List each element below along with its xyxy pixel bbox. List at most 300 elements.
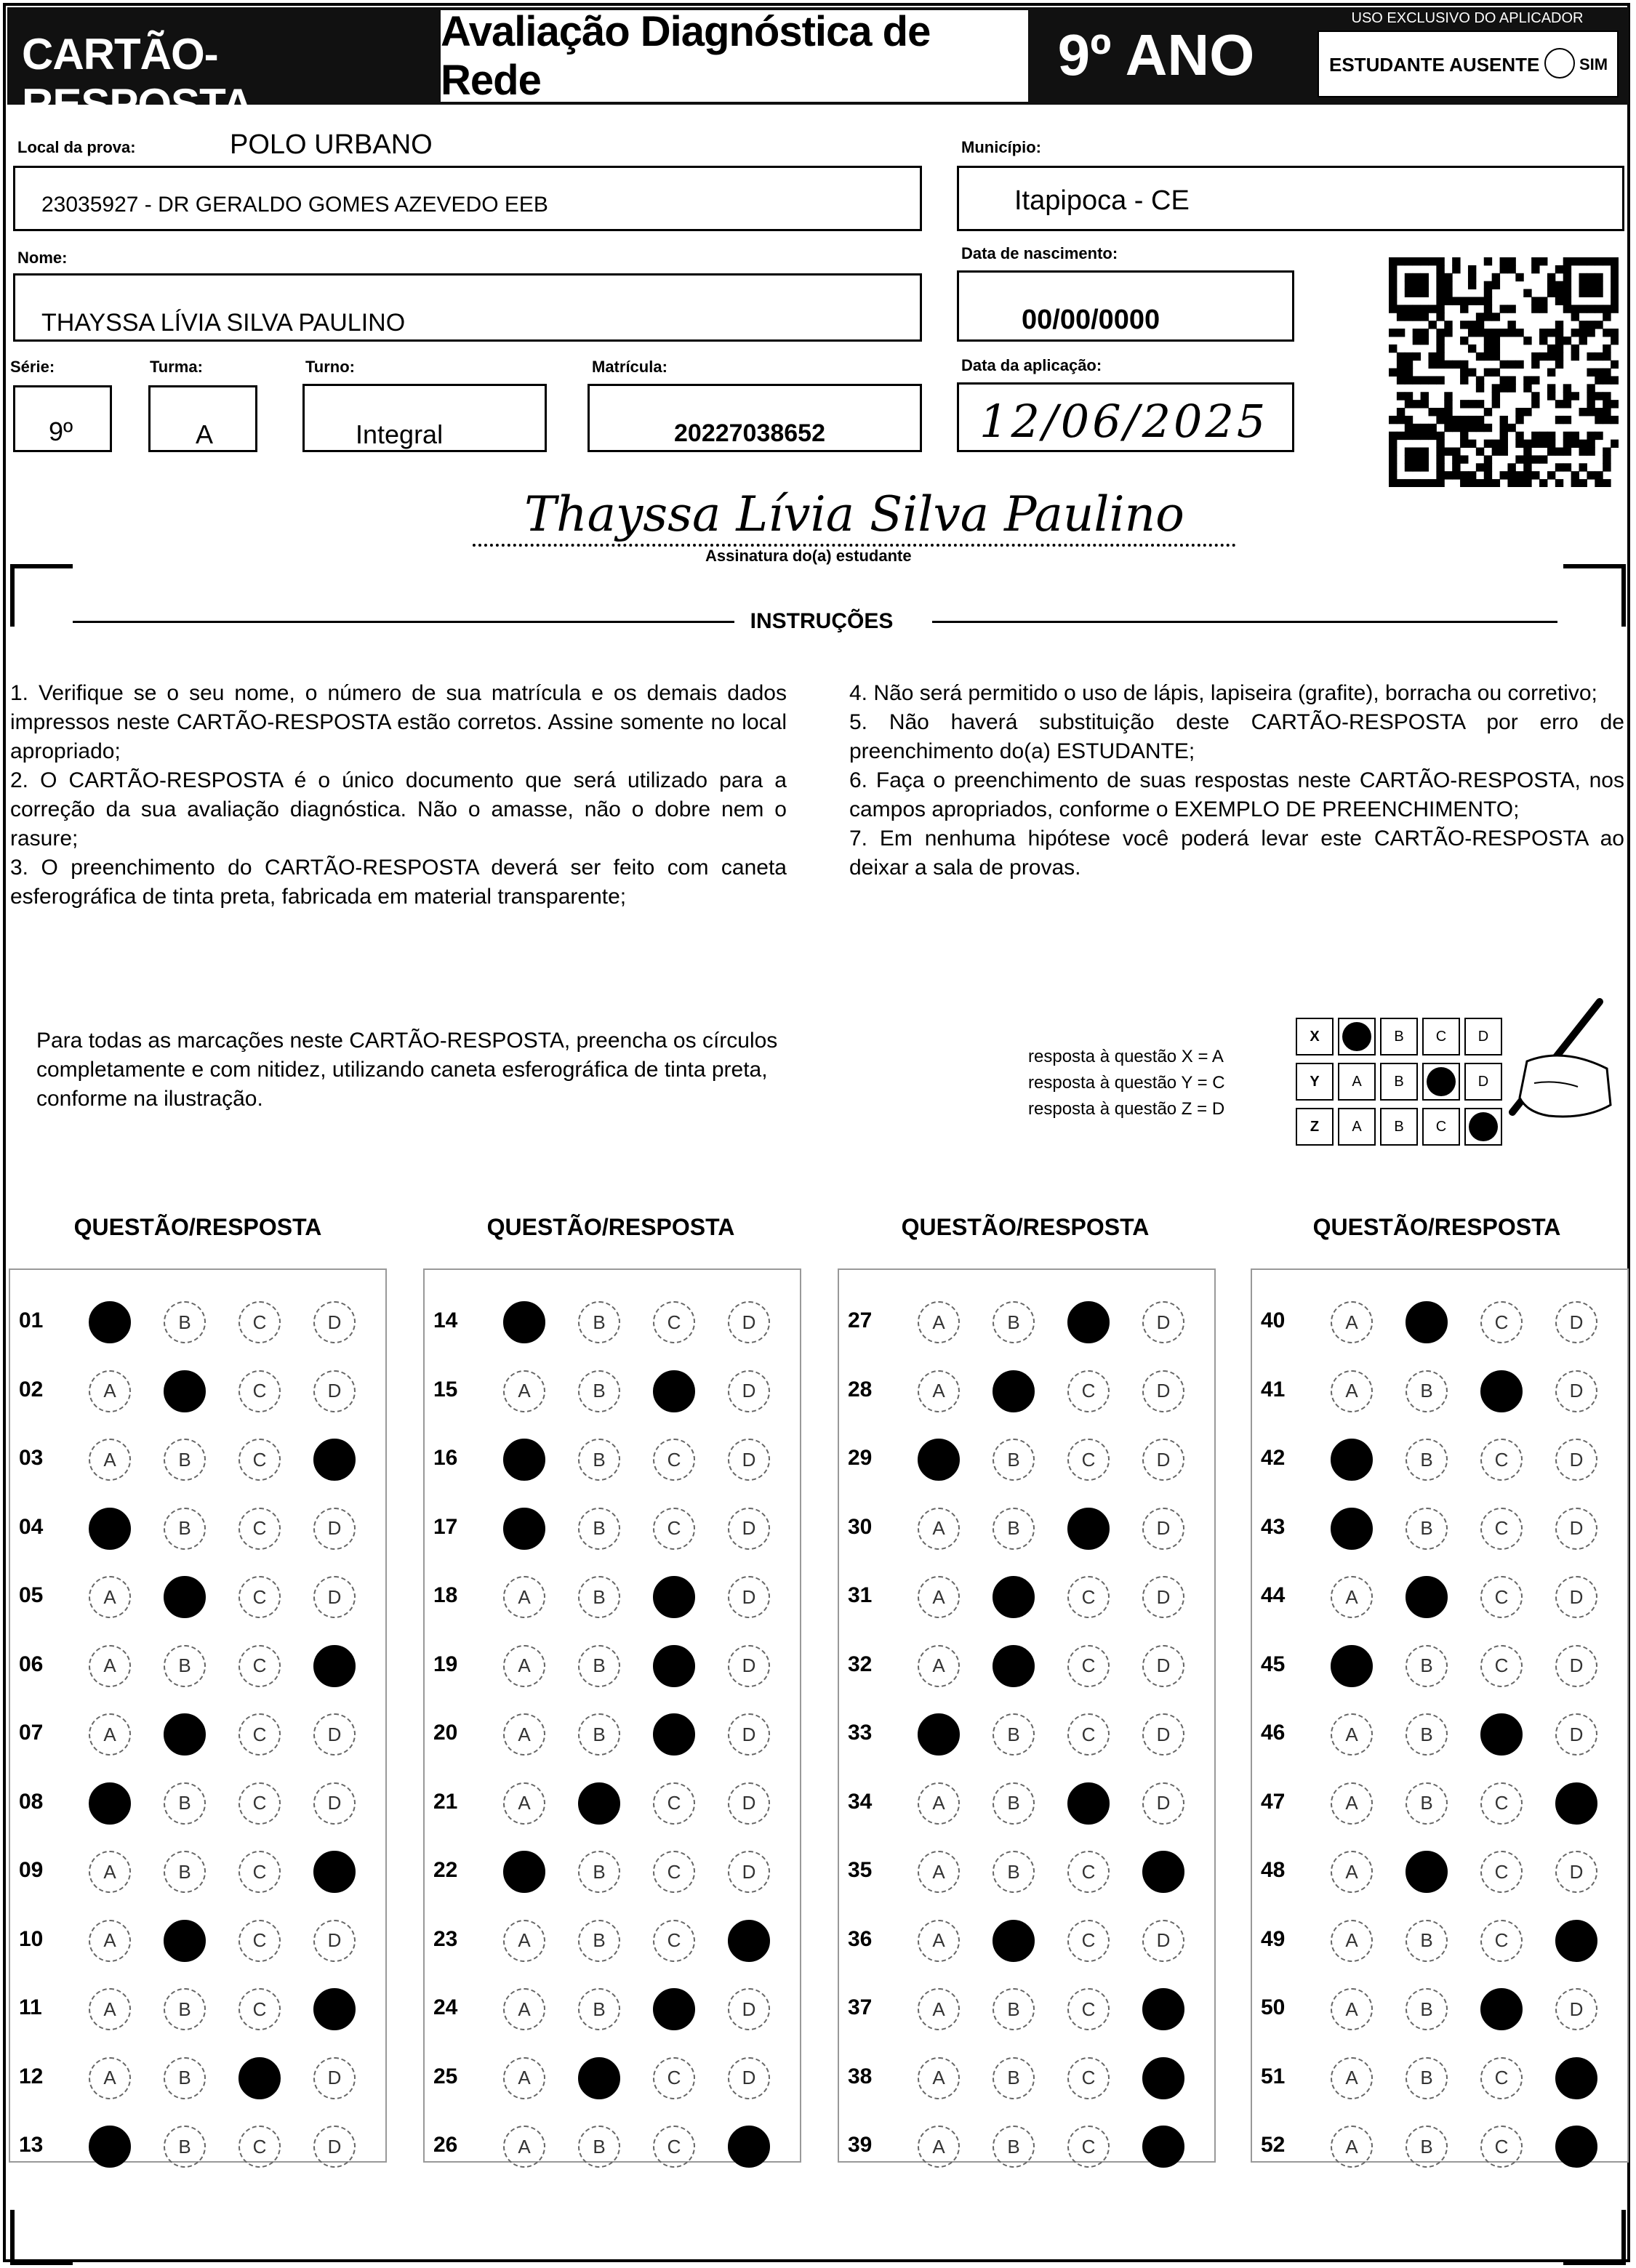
answer-bubble-d[interactable]: D bbox=[728, 1576, 770, 1618]
question-number: 43 bbox=[1261, 1514, 1286, 1539]
answer-bubble-d[interactable]: D bbox=[313, 1508, 356, 1550]
answer-bubble-a[interactable]: A bbox=[89, 1988, 131, 2030]
answer-bubble-b[interactable]: B bbox=[578, 2126, 620, 2168]
answer-bubble-a[interactable]: A bbox=[89, 1508, 131, 1550]
answer-bubble-d[interactable]: D bbox=[728, 1645, 770, 1687]
answer-bubble-a[interactable]: A bbox=[89, 1301, 131, 1343]
answer-bubble-d[interactable]: D bbox=[313, 2126, 356, 2168]
answer-bubble-a[interactable]: A bbox=[89, 2057, 131, 2099]
answer-bubble-c[interactable]: C bbox=[653, 1576, 695, 1618]
answer-bubble-b[interactable]: B bbox=[993, 1782, 1035, 1825]
answer-bubble-c[interactable]: C bbox=[653, 1645, 695, 1687]
answer-bubble-a[interactable]: A bbox=[918, 1301, 960, 1343]
answer-bubble-a[interactable]: A bbox=[89, 1645, 131, 1687]
serie-label: Série: bbox=[10, 358, 55, 376]
question-number: 39 bbox=[848, 2133, 873, 2157]
question-number: 18 bbox=[433, 1583, 458, 1607]
question-number: 04 bbox=[19, 1514, 44, 1539]
answer-bubble-d[interactable]: D bbox=[1142, 1439, 1184, 1481]
answer-bubble-a[interactable]: A bbox=[1331, 1713, 1373, 1756]
question-number: 42 bbox=[1261, 1446, 1286, 1470]
answer-bubble-d[interactable]: D bbox=[1142, 1988, 1184, 2030]
answer-bubble-b[interactable]: B bbox=[993, 2057, 1035, 2099]
answer-bubble-b[interactable]: B bbox=[578, 1713, 620, 1756]
answer-bubble-d[interactable]: D bbox=[1555, 1370, 1597, 1412]
instruction-5: 5. Não haverá substituição deste CARTÃO-RESPOSTA por erro de preenchimento do(a) ESTUDANTE; bbox=[849, 710, 1624, 763]
answer-bubble-b[interactable]: B bbox=[164, 2057, 206, 2099]
answer-bubble-c[interactable]: C bbox=[1067, 1782, 1110, 1825]
answer-bubble-c[interactable]: C bbox=[1480, 2057, 1523, 2099]
question-number: 12 bbox=[19, 2064, 44, 2088]
answer-bubble-c[interactable]: C bbox=[653, 2057, 695, 2099]
answer-bubble-d[interactable]: D bbox=[313, 1439, 356, 1481]
answer-bubble-d[interactable]: D bbox=[1555, 1713, 1597, 1756]
answer-bubble-c[interactable]: C bbox=[1480, 1301, 1523, 1343]
instruction-3: 3. O preenchimento do CARTÃO-RESPOSTA deverá ser feito com caneta esferográfica de tinta preta, fabricada em material transparente; bbox=[10, 856, 787, 909]
answer-bubble-a[interactable]: A bbox=[1331, 1508, 1373, 1550]
answer-bubble-d[interactable]: D bbox=[1142, 1713, 1184, 1756]
answer-bubble-a[interactable]: A bbox=[1331, 1645, 1373, 1687]
question-number: 25 bbox=[433, 2064, 458, 2088]
answer-bubble-b[interactable]: B bbox=[164, 1851, 206, 1893]
answer-bubble-a[interactable]: A bbox=[503, 1988, 545, 2030]
answer-bubble-a[interactable]: A bbox=[918, 1988, 960, 2030]
example-cell: C bbox=[1422, 1018, 1460, 1055]
answer-bubble-a[interactable]: A bbox=[918, 1576, 960, 1618]
answer-bubble-c[interactable]: C bbox=[653, 1508, 695, 1550]
answer-bubble-a[interactable]: A bbox=[1331, 2126, 1373, 2168]
answer-bubble-b[interactable]: B bbox=[578, 2057, 620, 2099]
answer-bubble-a[interactable]: A bbox=[89, 1713, 131, 1756]
answer-bubble-a[interactable]: A bbox=[918, 1713, 960, 1756]
question-number: 45 bbox=[1261, 1652, 1286, 1676]
answer-bubble-c[interactable]: C bbox=[238, 1782, 281, 1825]
answer-bubble-d[interactable]: D bbox=[1555, 1508, 1597, 1550]
answer-bubble-a[interactable]: A bbox=[503, 1301, 545, 1343]
answer-bubble-d[interactable]: D bbox=[728, 1508, 770, 1550]
question-number: 33 bbox=[848, 1721, 873, 1745]
answer-bubble-a[interactable]: A bbox=[1331, 1851, 1373, 1893]
answer-bubble-d[interactable]: D bbox=[1555, 1782, 1597, 1825]
answer-bubble-d[interactable]: D bbox=[1142, 1920, 1184, 1962]
answer-bubble-b[interactable]: B bbox=[1406, 1851, 1448, 1893]
answer-bubble-a[interactable]: A bbox=[503, 1508, 545, 1550]
answer-bubble-d[interactable]: D bbox=[1142, 1576, 1184, 1618]
answer-bubble-b[interactable]: B bbox=[164, 1576, 206, 1618]
instruction-4: 4. Não será permitido o uso de lápis, lapiseira (grafite), borracha ou corretivo; bbox=[849, 681, 1597, 705]
answer-bubble-c[interactable]: C bbox=[653, 1370, 695, 1412]
answer-bubble-c[interactable]: C bbox=[238, 2057, 281, 2099]
turma-field bbox=[148, 385, 257, 452]
answer-bubble-b[interactable]: B bbox=[578, 1301, 620, 1343]
nascimento-value: 00/00/0000 bbox=[1022, 305, 1160, 335]
answer-bubble-d[interactable]: D bbox=[728, 1851, 770, 1893]
answer-bubble-c[interactable]: C bbox=[653, 1713, 695, 1756]
answer-bubble-b[interactable]: B bbox=[164, 1645, 206, 1687]
answer-bubble-b[interactable]: B bbox=[578, 1851, 620, 1893]
answer-bubble-d[interactable]: D bbox=[1142, 2057, 1184, 2099]
answer-bubble-a[interactable]: A bbox=[1331, 1988, 1373, 2030]
question-number: 17 bbox=[433, 1514, 458, 1539]
answer-bubble-d[interactable]: D bbox=[1555, 2126, 1597, 2168]
answer-bubble-a[interactable]: A bbox=[89, 2126, 131, 2168]
absent-label: ESTUDANTE AUSENTE bbox=[1329, 54, 1540, 76]
answer-bubble-a[interactable]: A bbox=[89, 1370, 131, 1412]
answer-bubble-b[interactable]: B bbox=[164, 1988, 206, 2030]
column-title: QUESTÃO/RESPOSTA bbox=[901, 1214, 1150, 1240]
answer-bubble-c[interactable]: C bbox=[653, 1439, 695, 1481]
answer-bubble-d[interactable]: D bbox=[313, 1988, 356, 2030]
answer-bubble-d[interactable]: D bbox=[313, 1713, 356, 1756]
answer-bubble-a[interactable]: A bbox=[1331, 1782, 1373, 1825]
answer-bubble-b[interactable]: B bbox=[578, 1370, 620, 1412]
answer-bubble-d[interactable]: D bbox=[728, 1301, 770, 1343]
answer-bubble-a[interactable]: A bbox=[1331, 1920, 1373, 1962]
answer-bubble-b[interactable]: B bbox=[993, 1439, 1035, 1481]
answer-bubble-b[interactable]: B bbox=[578, 1782, 620, 1825]
nome-value: THAYSSA LÍVIA SILVA PAULINO bbox=[41, 309, 406, 337]
aplicacao-label: Data da aplicação: bbox=[961, 356, 1102, 374]
answer-bubble-d[interactable]: D bbox=[728, 2057, 770, 2099]
example-line: resposta à questão X = A bbox=[1028, 1047, 1224, 1066]
example-cell: C bbox=[1422, 1108, 1460, 1146]
answer-bubble-d[interactable]: D bbox=[1555, 1301, 1597, 1343]
answer-bubble-a[interactable]: A bbox=[1331, 1370, 1373, 1412]
answer-bubble-c[interactable]: C bbox=[238, 1920, 281, 1962]
question-number: 46 bbox=[1261, 1721, 1286, 1745]
answer-bubble-a[interactable]: A bbox=[89, 1782, 131, 1825]
answer-bubble-b[interactable]: B bbox=[993, 1508, 1035, 1550]
answer-bubble-b[interactable]: B bbox=[164, 1370, 206, 1412]
answer-bubble-c[interactable]: C bbox=[1480, 1782, 1523, 1825]
question-number: 44 bbox=[1261, 1583, 1286, 1607]
answer-bubble-a[interactable]: A bbox=[918, 2126, 960, 2168]
question-number: 36 bbox=[848, 1926, 873, 1951]
answer-bubble-a[interactable]: A bbox=[918, 1645, 960, 1687]
local-label: Local da prova: bbox=[17, 138, 136, 156]
answer-bubble-c[interactable]: C bbox=[653, 1301, 695, 1343]
answer-bubble-b[interactable]: B bbox=[164, 1301, 206, 1343]
fill-note: Para todas as marcações neste CARTÃO-RESPOSTA, preencha os círculos completamente e com nitidez, utilizando caneta esferográfica de tinta preta, conforme na ilustração. bbox=[36, 1029, 778, 1111]
answer-bubble-a[interactable]: A bbox=[918, 1782, 960, 1825]
answer-bubble-b[interactable]: B bbox=[1406, 1645, 1448, 1687]
answer-bubble-d[interactable]: D bbox=[1555, 1920, 1597, 1962]
question-number: 22 bbox=[433, 1858, 458, 1882]
answer-bubble-d[interactable]: D bbox=[1555, 1851, 1597, 1893]
answer-bubble-d[interactable]: D bbox=[1555, 1576, 1597, 1618]
answer-bubble-d[interactable]: D bbox=[1555, 1645, 1597, 1687]
answer-bubble-c[interactable]: C bbox=[238, 1301, 281, 1343]
question-number: 49 bbox=[1261, 1926, 1286, 1951]
answer-bubble-a[interactable]: A bbox=[503, 2057, 545, 2099]
answer-bubble-c[interactable]: C bbox=[653, 1988, 695, 2030]
instructions-left bbox=[10, 679, 787, 912]
instruction-7: 7. Em nenhuma hipótese você poderá levar este CARTÃO-RESPOSTA ao deixar a sala de provas. bbox=[849, 827, 1624, 880]
answer-bubble-b[interactable]: B bbox=[1406, 2126, 1448, 2168]
answer-bubble-b[interactable]: B bbox=[1406, 1988, 1448, 2030]
answer-bubble-b[interactable]: B bbox=[578, 1920, 620, 1962]
answer-bubble-b[interactable]: B bbox=[1406, 1370, 1448, 1412]
answer-bubble-c[interactable]: C bbox=[1067, 1645, 1110, 1687]
absent-checkbox[interactable] bbox=[1544, 48, 1575, 79]
answer-bubble-b[interactable]: B bbox=[993, 1851, 1035, 1893]
answer-bubble-a[interactable]: A bbox=[1331, 2057, 1373, 2099]
answer-bubble-d[interactable]: D bbox=[1142, 1508, 1184, 1550]
answer-bubble-c[interactable]: C bbox=[1067, 1508, 1110, 1550]
answer-bubble-b[interactable]: B bbox=[578, 1988, 620, 2030]
answer-bubble-c[interactable]: C bbox=[238, 1713, 281, 1756]
example-cell bbox=[1338, 1018, 1376, 1055]
answer-bubble-d[interactable]: D bbox=[1142, 1370, 1184, 1412]
corner-mark-top-right bbox=[1563, 564, 1626, 627]
answer-bubble-b[interactable]: B bbox=[164, 1920, 206, 1962]
corner-mark-bottom-right bbox=[1563, 2210, 1626, 2265]
turma-value: A bbox=[196, 419, 214, 449]
answer-bubble-c[interactable]: C bbox=[653, 2126, 695, 2168]
answer-bubble-c[interactable]: C bbox=[1067, 1439, 1110, 1481]
nascimento-label: Data de nascimento: bbox=[961, 244, 1118, 262]
answer-bubble-c[interactable]: C bbox=[1067, 1301, 1110, 1343]
answer-bubble-d[interactable]: D bbox=[1555, 1439, 1597, 1481]
answer-bubble-c[interactable]: C bbox=[653, 1851, 695, 1893]
example-filled-dot bbox=[1427, 1067, 1456, 1096]
answer-bubble-d[interactable]: D bbox=[728, 1920, 770, 1962]
answer-bubble-a[interactable]: A bbox=[918, 1439, 960, 1481]
answer-bubble-c[interactable]: C bbox=[238, 1370, 281, 1412]
answer-bubble-a[interactable]: A bbox=[1331, 1576, 1373, 1618]
answer-bubble-a[interactable]: A bbox=[503, 1920, 545, 1962]
answer-bubble-a[interactable]: A bbox=[503, 1851, 545, 1893]
question-number: 47 bbox=[1261, 1789, 1286, 1814]
example-question: Y bbox=[1296, 1063, 1334, 1101]
answer-bubble-c[interactable]: C bbox=[1480, 1645, 1523, 1687]
answer-bubble-d[interactable]: D bbox=[313, 1782, 356, 1825]
answer-bubble-b[interactable]: B bbox=[1406, 2057, 1448, 2099]
instruction-2: 2. O CARTÃO-RESPOSTA é o único documento que será utilizado para a correção da sua avaliação diagnóstica. Não o amasse, não o dobre nem o rasure; bbox=[10, 768, 787, 850]
answer-bubble-c[interactable]: C bbox=[1480, 1988, 1523, 2030]
answer-bubble-b[interactable]: B bbox=[993, 1988, 1035, 2030]
answer-bubble-c[interactable]: C bbox=[238, 1439, 281, 1481]
answer-bubble-a[interactable]: A bbox=[503, 1370, 545, 1412]
example-legend bbox=[1028, 1044, 1225, 1122]
answer-bubble-d[interactable]: D bbox=[1142, 1645, 1184, 1687]
question-number: 51 bbox=[1261, 2064, 1286, 2088]
answer-bubble-d[interactable]: D bbox=[1142, 2126, 1184, 2168]
answer-bubble-c[interactable]: C bbox=[1067, 2126, 1110, 2168]
corner-mark-top-left bbox=[10, 564, 73, 627]
answer-bubble-b[interactable]: B bbox=[164, 1782, 206, 1825]
answer-bubble-a[interactable]: A bbox=[918, 1370, 960, 1412]
answer-bubble-a[interactable]: A bbox=[503, 1782, 545, 1825]
answer-bubble-b[interactable]: B bbox=[1406, 1439, 1448, 1481]
answer-bubble-a[interactable]: A bbox=[89, 1851, 131, 1893]
answer-bubble-a[interactable]: A bbox=[503, 1645, 545, 1687]
answer-bubble-d[interactable]: D bbox=[313, 1645, 356, 1687]
card-title: CARTÃO-RESPOSTA bbox=[22, 30, 253, 129]
instructions-title: INSTRUÇÕES bbox=[750, 609, 894, 633]
answer-bubble-c[interactable]: C bbox=[1480, 1576, 1523, 1618]
answer-bubble-c[interactable]: C bbox=[1480, 1508, 1523, 1550]
answer-bubble-d[interactable]: D bbox=[728, 1439, 770, 1481]
answer-bubble-b[interactable]: B bbox=[1406, 1920, 1448, 1962]
answer-bubble-b[interactable]: B bbox=[578, 1439, 620, 1481]
answer-bubble-c[interactable]: C bbox=[1067, 1713, 1110, 1756]
answer-bubble-b[interactable]: B bbox=[578, 1508, 620, 1550]
answer-bubble-d[interactable]: D bbox=[313, 1851, 356, 1893]
answer-bubble-b[interactable]: B bbox=[1406, 1782, 1448, 1825]
question-number: 08 bbox=[19, 1789, 44, 1814]
answer-bubble-b[interactable]: B bbox=[1406, 1713, 1448, 1756]
answer-bubble-d[interactable]: D bbox=[1555, 1988, 1597, 2030]
answer-bubble-d[interactable]: D bbox=[728, 1370, 770, 1412]
question-number: 38 bbox=[848, 2064, 873, 2088]
turma-label: Turma: bbox=[150, 358, 203, 376]
question-number: 16 bbox=[433, 1446, 458, 1470]
answer-bubble-c[interactable]: C bbox=[1480, 2126, 1523, 2168]
school-value: 23035927 - DR GERALDO GOMES AZEVEDO EEB bbox=[41, 193, 548, 217]
answer-bubble-b[interactable]: B bbox=[993, 1920, 1035, 1962]
question-number: 50 bbox=[1261, 1995, 1286, 2019]
question-number: 15 bbox=[433, 1377, 458, 1402]
answer-bubble-b[interactable]: B bbox=[993, 1370, 1035, 1412]
answer-bubble-a[interactable]: A bbox=[89, 1576, 131, 1618]
answer-bubble-d[interactable]: D bbox=[728, 1782, 770, 1825]
answer-bubble-d[interactable]: D bbox=[1142, 1301, 1184, 1343]
answer-bubble-c[interactable]: C bbox=[238, 1645, 281, 1687]
example-question: X bbox=[1296, 1018, 1334, 1055]
matricula-value: 20227038652 bbox=[674, 419, 826, 447]
question-number: 29 bbox=[848, 1446, 873, 1470]
question-number: 19 bbox=[433, 1652, 458, 1676]
municipio-label: Município: bbox=[961, 138, 1041, 156]
answer-bubble-c[interactable]: C bbox=[1480, 1713, 1523, 1756]
answer-bubble-a[interactable]: A bbox=[1331, 1301, 1373, 1343]
municipio-value: Itapipoca - CE bbox=[1014, 185, 1190, 216]
nascimento-field bbox=[957, 270, 1294, 342]
matricula-label: Matrícula: bbox=[592, 358, 667, 376]
example-cell: A bbox=[1338, 1108, 1376, 1146]
answer-bubble-c[interactable]: C bbox=[1067, 1920, 1110, 1962]
answer-bubble-d[interactable]: D bbox=[728, 1713, 770, 1756]
example-question: Z bbox=[1296, 1108, 1334, 1146]
answer-bubble-a[interactable]: A bbox=[918, 1920, 960, 1962]
grade-label: 9º ANO bbox=[1057, 23, 1255, 87]
answer-bubble-d[interactable]: D bbox=[313, 1370, 356, 1412]
answer-bubble-d[interactable]: D bbox=[313, 1301, 356, 1343]
answer-bubble-d[interactable]: D bbox=[728, 2126, 770, 2168]
answer-bubble-c[interactable]: C bbox=[1067, 1576, 1110, 1618]
school-field bbox=[13, 166, 922, 231]
question-number: 40 bbox=[1261, 1308, 1286, 1332]
aplicacao-field bbox=[957, 382, 1294, 452]
answer-bubble-a[interactable]: A bbox=[503, 1713, 545, 1756]
answer-bubble-c[interactable]: C bbox=[1067, 1370, 1110, 1412]
question-number: 24 bbox=[433, 1995, 458, 2019]
answer-bubble-c[interactable]: C bbox=[1067, 1988, 1110, 2030]
answer-bubble-c[interactable]: C bbox=[1480, 1439, 1523, 1481]
answer-bubble-b[interactable]: B bbox=[164, 2126, 206, 2168]
answer-bubble-b[interactable]: B bbox=[164, 1439, 206, 1481]
answer-bubble-d[interactable]: D bbox=[313, 2057, 356, 2099]
example-cell: A bbox=[1338, 1063, 1376, 1101]
answer-bubble-c[interactable]: C bbox=[653, 1782, 695, 1825]
answer-bubble-a[interactable]: A bbox=[503, 1439, 545, 1481]
answer-bubble-c[interactable]: C bbox=[238, 1988, 281, 2030]
answer-bubble-c[interactable]: C bbox=[238, 1508, 281, 1550]
answer-bubble-b[interactable]: B bbox=[1406, 1301, 1448, 1343]
answer-bubble-c[interactable]: C bbox=[1067, 1851, 1110, 1893]
answer-bubble-b[interactable]: B bbox=[993, 2126, 1035, 2168]
question-number: 27 bbox=[848, 1308, 873, 1332]
answer-bubble-b[interactable]: B bbox=[1406, 1576, 1448, 1618]
answer-bubble-c[interactable]: C bbox=[1480, 1370, 1523, 1412]
question-number: 21 bbox=[433, 1789, 458, 1814]
example-cell: D bbox=[1464, 1063, 1502, 1101]
answer-bubble-d[interactable]: D bbox=[1142, 1851, 1184, 1893]
signature-label: Assinatura do(a) estudante bbox=[705, 547, 912, 565]
answer-bubble-a[interactable]: A bbox=[89, 1439, 131, 1481]
answer-bubble-a[interactable]: A bbox=[503, 2126, 545, 2168]
answer-bubble-b[interactable]: B bbox=[164, 1713, 206, 1756]
answer-bubble-c[interactable]: C bbox=[238, 1851, 281, 1893]
nome-label: Nome: bbox=[17, 249, 68, 267]
answer-bubble-b[interactable]: B bbox=[993, 1713, 1035, 1756]
instructions-right bbox=[849, 679, 1624, 882]
example-line: resposta à questão Y = C bbox=[1028, 1073, 1225, 1093]
answer-bubble-a[interactable]: A bbox=[918, 2057, 960, 2099]
matricula-field bbox=[588, 384, 922, 452]
answer-bubble-c[interactable]: C bbox=[238, 1576, 281, 1618]
answer-bubble-d[interactable]: D bbox=[1555, 2057, 1597, 2099]
fill-example-grid bbox=[1296, 1018, 1514, 1153]
evaluation-title: Avaliação Diagnóstica de Rede bbox=[441, 10, 1028, 102]
signature: Thayssa Lívia Silva Paulino bbox=[473, 486, 1236, 547]
answer-bubble-a[interactable]: A bbox=[1331, 1439, 1373, 1481]
question-number: 10 bbox=[19, 1926, 44, 1951]
answer-bubble-a[interactable]: A bbox=[503, 1576, 545, 1618]
qr-code-icon bbox=[1389, 257, 1619, 487]
answer-bubble-d[interactable]: D bbox=[1142, 1782, 1184, 1825]
aplicacao-value: 12/06/2025 bbox=[979, 395, 1269, 448]
answer-bubble-d[interactable]: D bbox=[313, 1920, 356, 1962]
divider-left bbox=[73, 621, 734, 623]
answer-bubble-d[interactable]: D bbox=[313, 1576, 356, 1618]
answer-bubble-c[interactable]: C bbox=[1067, 2057, 1110, 2099]
question-number: 52 bbox=[1261, 2133, 1286, 2157]
answer-bubble-c[interactable]: C bbox=[1480, 1920, 1523, 1962]
answer-bubble-c[interactable]: C bbox=[653, 1920, 695, 1962]
answer-bubble-a[interactable]: A bbox=[918, 1851, 960, 1893]
answer-bubble-b[interactable]: B bbox=[578, 1576, 620, 1618]
answer-bubble-a[interactable]: A bbox=[918, 1508, 960, 1550]
question-number: 28 bbox=[848, 1377, 873, 1402]
question-number: 11 bbox=[19, 1995, 42, 2019]
question-number: 13 bbox=[19, 2133, 44, 2157]
question-number: 01 bbox=[19, 1308, 44, 1332]
answer-bubble-b[interactable]: B bbox=[1406, 1508, 1448, 1550]
answer-bubble-b[interactable]: B bbox=[993, 1576, 1035, 1618]
instruction-1: 1. Verifique se o seu nome, o número de sua matrícula e os demais dados impressos neste CARTÃO-RESPOSTA estão corretos. Assine somente no local apropriado; bbox=[10, 681, 787, 763]
question-number: 31 bbox=[848, 1583, 873, 1607]
answer-bubble-b[interactable]: B bbox=[993, 1645, 1035, 1687]
answer-bubble-b[interactable]: B bbox=[993, 1301, 1035, 1343]
answer-bubble-d[interactable]: D bbox=[728, 1988, 770, 2030]
answer-bubble-b[interactable]: B bbox=[164, 1508, 206, 1550]
answer-bubble-c[interactable]: C bbox=[1480, 1851, 1523, 1893]
answer-bubble-c[interactable]: C bbox=[238, 2126, 281, 2168]
answer-bubble-a[interactable]: A bbox=[89, 1920, 131, 1962]
answer-bubble-b[interactable]: B bbox=[578, 1645, 620, 1687]
